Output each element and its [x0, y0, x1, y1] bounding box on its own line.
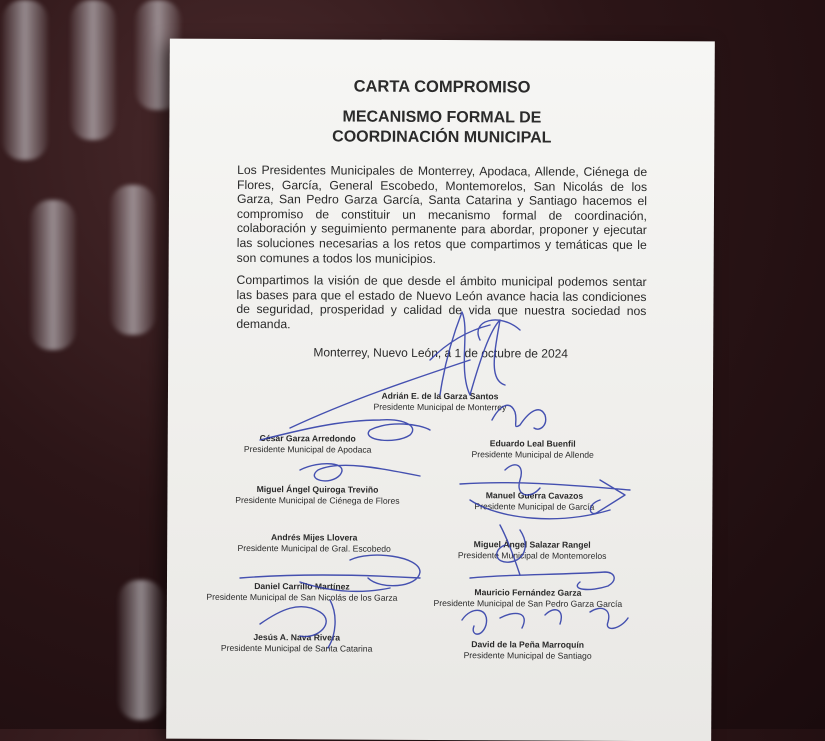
- paragraph-commitment: Los Presidentes Municipales de Monterrey, Apodaca, Allende, Ciénega de Flores, García, General Escobedo, Montemorelos, San Nicolás de los Garza, San Pedro Garza García, Santa Catarina y Santiago hacemos el compromiso de constituir un mecanismo formal de coordinación, colaboración y seguimiento permanente para abordar, proponer y ejecutar las soluciones necesarias a los retos que compartimos y temáticas que le son comunes a todos los municipios.: [236, 162, 648, 266]
- signatory-block: [413, 639, 643, 661]
- signatory-role: Presidente Municipal de San Nicolás de los Garza: [206, 591, 398, 603]
- background-reflection: [118, 580, 164, 720]
- signatory-name: Adrián E. de la Garza Santos: [381, 390, 499, 402]
- signatory-name: Eduardo Leal Buenfil: [489, 438, 576, 449]
- signatory-name: Mauricio Fernández Garza: [474, 587, 582, 598]
- place-date: Monterrey, Nuevo León, a 1 de octubre de 2024: [313, 345, 569, 361]
- signatory-name: Manuel Guerra Cavazos: [485, 490, 584, 501]
- document-subtitle-line1: MECANISMO FORMAL DE: [342, 108, 542, 127]
- background-reflection: [70, 0, 116, 140]
- signatory-name: César Garza Arredondo: [259, 433, 356, 444]
- signatory-block: [193, 433, 423, 455]
- signatory-name: Andrés Mijes Llovera: [270, 532, 358, 543]
- signatory-name: Jesús A. Nava Rivera: [253, 632, 341, 643]
- signatory-role: Presidente Municipal de San Pedro Garza García: [433, 597, 623, 609]
- signatory-name: Daniel Carrillo Martínez: [254, 581, 350, 592]
- signatory-role: Presidente Municipal de Montemorelos: [457, 550, 607, 561]
- signatory-name: Miguel Ángel Quiroga Treviño: [256, 484, 379, 495]
- background-reflection: [30, 200, 76, 350]
- signatory-block: [418, 438, 648, 460]
- background-reflection: [110, 185, 156, 335]
- signatory-role: Presidente Municipal de Santiago: [463, 650, 592, 661]
- signatory-block: [417, 539, 647, 561]
- document-page: [166, 39, 715, 741]
- signatory-role: Presidente Municipal de Apodaca: [243, 443, 372, 455]
- document-title: CARTA COMPROMISO: [353, 77, 531, 97]
- signatory-block: [419, 490, 649, 512]
- signatory-role: Presidente Municipal de Allende: [471, 449, 594, 460]
- signatory-role: Presidente Municipal de Santa Catarina: [220, 642, 373, 654]
- signatory-role: Presidente Municipal de Ciénega de Flores: [235, 494, 400, 506]
- paragraph-vision: Compartimos la visión de que desde el ámbito municipal podemos sentar las bases para que el estado de Nuevo León avance hacia las condiciones de seguridad, prosperidad y calidad de vida que nuestra sociedad nos demanda.: [236, 272, 647, 331]
- document-subtitle-line2: COORDINACIÓN MUNICIPAL: [332, 128, 552, 147]
- background-reflection: [2, 0, 48, 160]
- signatory-block: [199, 532, 429, 554]
- signatory-role: Presidente Municipal de Monterrey: [373, 401, 507, 413]
- signatory-block: [413, 587, 643, 609]
- signatory-role: Presidente Municipal de Gral. Escobedo: [237, 542, 391, 554]
- signatory-block: [187, 581, 417, 603]
- signatory-name: David de la Peña Marroquín: [471, 639, 585, 650]
- signatory-block: [182, 632, 412, 654]
- signatory-name: Miguel Ángel Salazar Rangel: [473, 539, 591, 550]
- signatory-role: Presidente Municipal de García: [474, 501, 595, 512]
- signatory-block: [325, 390, 555, 412]
- signatory-block: [202, 484, 432, 506]
